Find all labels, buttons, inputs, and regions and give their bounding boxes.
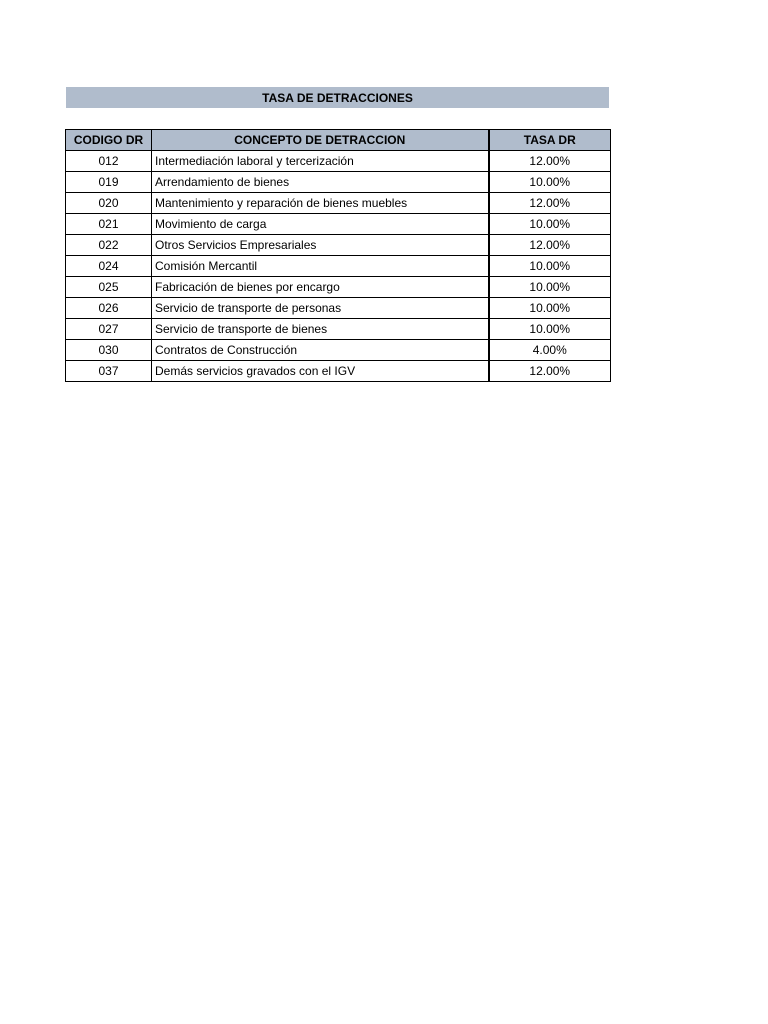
code-cell: 021 — [66, 214, 152, 235]
table-row — [66, 214, 611, 235]
code-cell: 026 — [66, 298, 152, 319]
table-header-row — [66, 130, 611, 151]
concept-cell: Servicio de transporte de bienes — [152, 319, 489, 340]
table-row — [66, 298, 611, 319]
concept-cell: Movimiento de carga — [152, 214, 489, 235]
code-cell: 025 — [66, 277, 152, 298]
concept-cell: Servicio de transporte de personas — [152, 298, 489, 319]
concept-cell: Arrendamiento de bienes — [152, 172, 489, 193]
detraction-rates-table — [65, 129, 611, 382]
rate-cell: 12.00% — [489, 361, 611, 382]
rate-cell: 10.00% — [489, 256, 611, 277]
table-body — [66, 151, 611, 382]
code-cell: 037 — [66, 361, 152, 382]
concept-cell: Contratos de Construcción — [152, 340, 489, 361]
concept-cell: Comisión Mercantil — [152, 256, 489, 277]
rate-cell: 10.00% — [489, 319, 611, 340]
table-row — [66, 277, 611, 298]
concept-cell: Fabricación de bienes por encargo — [152, 277, 489, 298]
table-row — [66, 256, 611, 277]
concept-cell: Otros Servicios Empresariales — [152, 235, 489, 256]
code-cell: 019 — [66, 172, 152, 193]
rate-cell: 10.00% — [489, 214, 611, 235]
table-row — [66, 193, 611, 214]
sheet-title-text: TASA DE DETRACCIONES — [262, 90, 413, 105]
code-cell: 012 — [66, 151, 152, 172]
code-cell: 024 — [66, 256, 152, 277]
rate-cell: 10.00% — [489, 277, 611, 298]
code-cell: 022 — [66, 235, 152, 256]
code-cell: 030 — [66, 340, 152, 361]
code-cell: 027 — [66, 319, 152, 340]
concept-cell: Mantenimiento y reparación de bienes muebles — [152, 193, 489, 214]
rate-cell: 12.00% — [489, 193, 611, 214]
column-header-concept: CONCEPTO DE DETRACCION — [152, 130, 489, 151]
table-row — [66, 151, 611, 172]
column-header-code: CODIGO DR — [66, 130, 152, 151]
rate-cell: 10.00% — [489, 172, 611, 193]
concept-cell: Demás servicios gravados con el IGV — [152, 361, 489, 382]
concept-cell: Intermediación laboral y tercerización — [152, 151, 489, 172]
sheet-title — [66, 87, 609, 108]
table-row — [66, 340, 611, 361]
rate-cell: 4.00% — [489, 340, 611, 361]
rate-cell: 12.00% — [489, 151, 611, 172]
table-row — [66, 172, 611, 193]
table-row — [66, 361, 611, 382]
table-row — [66, 319, 611, 340]
code-cell: 020 — [66, 193, 152, 214]
column-header-rate: TASA DR — [489, 130, 611, 151]
rate-cell: 10.00% — [489, 298, 611, 319]
table-row — [66, 235, 611, 256]
rate-cell: 12.00% — [489, 235, 611, 256]
